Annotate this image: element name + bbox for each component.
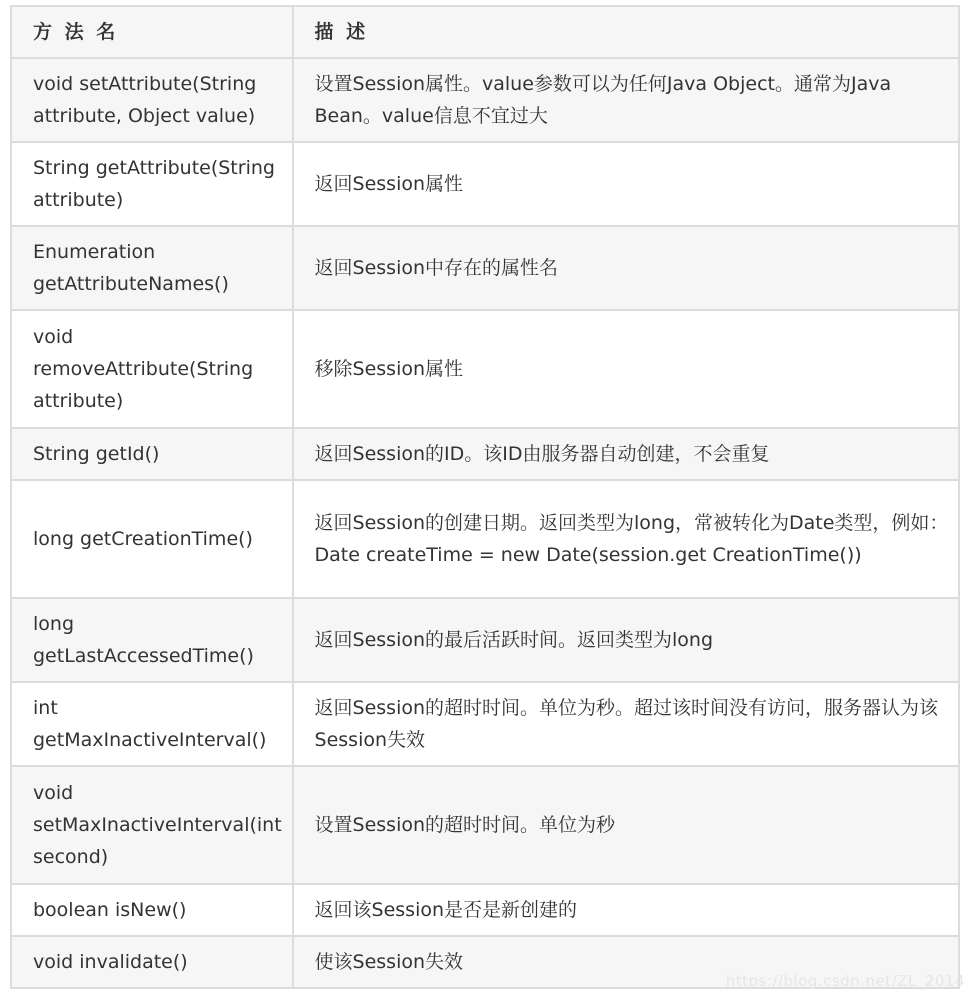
table-row: [11, 310, 959, 428]
method-cell: boolean isNew(): [11, 884, 293, 936]
table-row: [11, 884, 959, 936]
description-cell: 移除Session属性: [293, 310, 959, 428]
description-cell: 返回该Session是否是新创建的: [293, 884, 959, 936]
description-cell: 返回Session中存在的属性名: [293, 226, 959, 310]
header-description: 描 述: [293, 6, 959, 58]
description-cell: 设置Session的超时时间。单位为秒: [293, 766, 959, 884]
table-row: [11, 226, 959, 310]
description-cell: 使该Session失效: [293, 936, 959, 988]
method-cell: void invalidate(): [11, 936, 293, 988]
table-row: [11, 682, 959, 766]
header-method-name: 方 法 名: [11, 6, 293, 58]
table-row: [11, 766, 959, 884]
table-row: [11, 58, 959, 142]
method-cell: Enumeration getAttributeNames(): [11, 226, 293, 310]
session-methods-table: [10, 5, 960, 989]
method-cell: int getMaxInactiveInterval(): [11, 682, 293, 766]
method-cell: void removeAttribute(String attribute): [11, 310, 293, 428]
method-cell: void setAttribute(String attribute, Object value): [11, 58, 293, 142]
description-cell: 返回Session的ID。该ID由服务器自动创建，不会重复: [293, 428, 959, 480]
method-cell: String getId(): [11, 428, 293, 480]
description-cell: 返回Session属性: [293, 142, 959, 226]
method-cell: String getAttribute(String attribute): [11, 142, 293, 226]
method-cell: void setMaxInactiveInterval(int second): [11, 766, 293, 884]
method-cell: long getCreationTime(): [11, 480, 293, 598]
table-row: [11, 428, 959, 480]
table-header-row: [11, 6, 959, 58]
description-cell: 返回Session的最后活跃时间。返回类型为long: [293, 598, 959, 682]
table-row: [11, 142, 959, 226]
watermark: https://blog.csdn.net/ZL_2014: [725, 972, 965, 990]
description-cell: 返回Session的创建日期。返回类型为long，常被转化为Date类型，例如：Date createTime = new Date(session.get CreationTime()): [293, 480, 959, 598]
table-row: [11, 480, 959, 598]
description-cell: 返回Session的超时时间。单位为秒。超过该时间没有访问，服务器认为该Session失效: [293, 682, 959, 766]
description-cell: 设置Session属性。value参数可以为任何Java Object。通常为Java Bean。value信息不宜过大: [293, 58, 959, 142]
method-cell: long getLastAccessedTime(): [11, 598, 293, 682]
table-row: [11, 598, 959, 682]
